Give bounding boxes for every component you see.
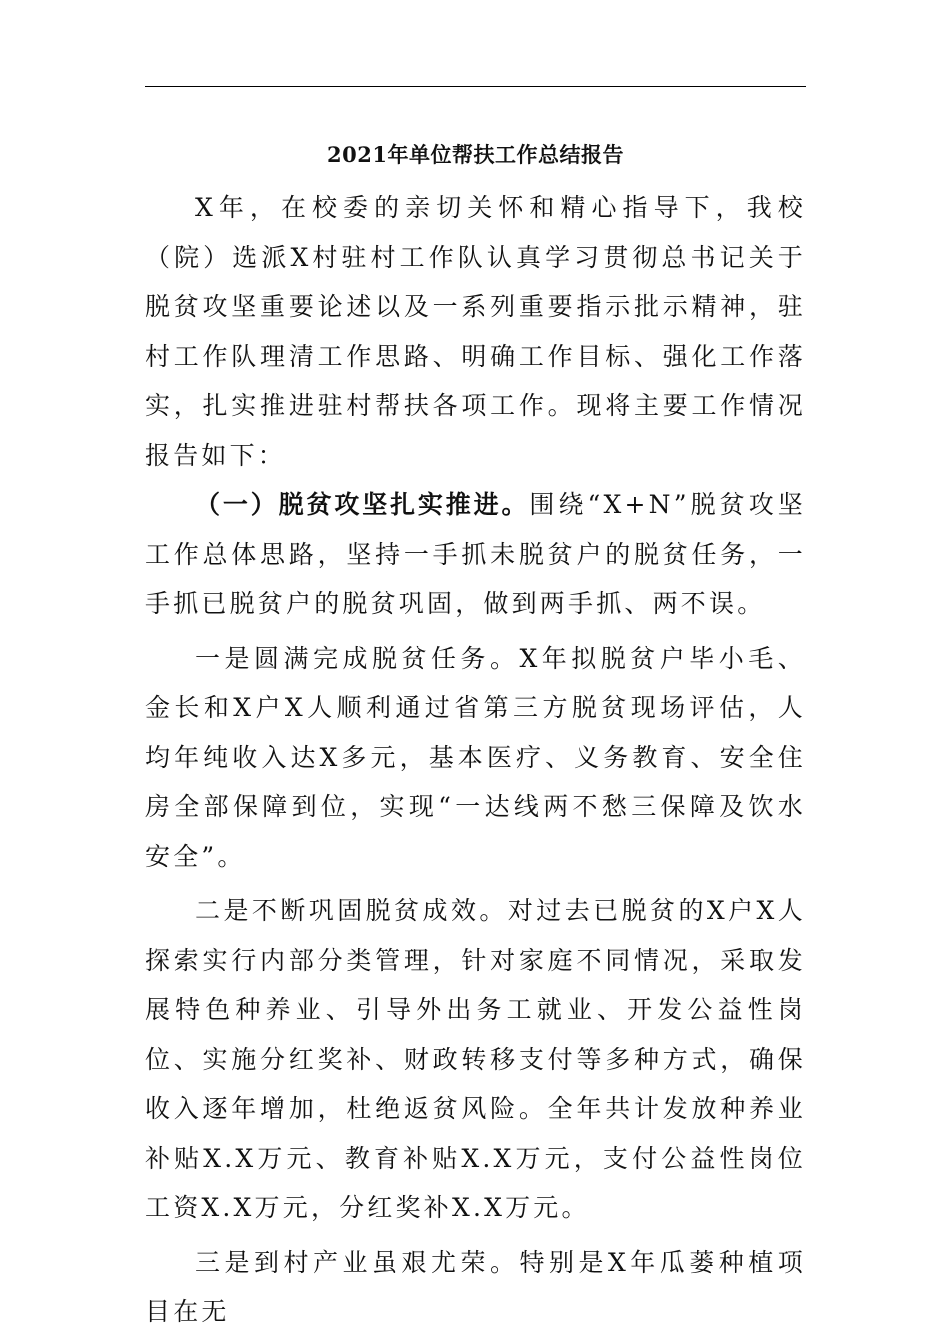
paragraph-section-1 — [145, 480, 806, 629]
paragraph-text: 围绕“X+N”脱贫攻坚工作总体思路，坚持一手抓未脱贫户的脱贫任务，一手抓已脱贫户的脱贫巩固，做到两手抓、两不误。 — [145, 490, 806, 618]
paragraph-text: 三是到村产业虽艰尤荣。特别是X年瓜蒌种植项目在无 — [145, 1247, 806, 1326]
document-title: 2021年单位帮扶工作总结报告 — [327, 142, 624, 167]
paragraph-text: X年，在校委的亲切关怀和精心指导下，我校（院）选派X村驻村工作队认真学习贯彻总书记关于脱贫攻坚重要论述以及一系列重要指示批示精神，驻村工作队理清工作思路、明确工作目标、强化工作落实，扎实推进驻村帮扶各项工作。现将主要工作情况报告如下： — [145, 193, 806, 470]
section-heading: （一）脱贫攻坚扎实推进。 — [195, 490, 530, 519]
paragraph-point-1 — [145, 634, 806, 882]
paragraph-point-2 — [145, 886, 806, 1233]
paragraph-point-3 — [145, 1238, 806, 1337]
document-body — [145, 183, 806, 1337]
paragraph-text: 一是圆满完成脱贫任务。X年拟脱贫户毕小毛、金长和X户X人顺利通过省第三方脱贫现场评估，人均年纯收入达X多元，基本医疗、义务教育、安全住房全部保障到位，实现“一达线两不愁三保障及饮水安全”。 — [145, 643, 806, 871]
paragraph-text: 二是不断巩固脱贫成效。对过去已脱贫的X户X人探索实行内部分类管理，针对家庭不同情况，采取发展特色种养业、引导外出务工就业、开发公益性岗位、实施分红奖补、财政转移支付等多种方式，确保收入逐年增加，杜绝返贫风险。全年共计发放种养业补贴X.X万元、教育补贴X.X万元，支付公益性岗位工资X.X万元，分红奖补X.X万元。 — [145, 896, 806, 1222]
header-rule — [145, 86, 806, 87]
paragraph-intro — [145, 183, 806, 480]
